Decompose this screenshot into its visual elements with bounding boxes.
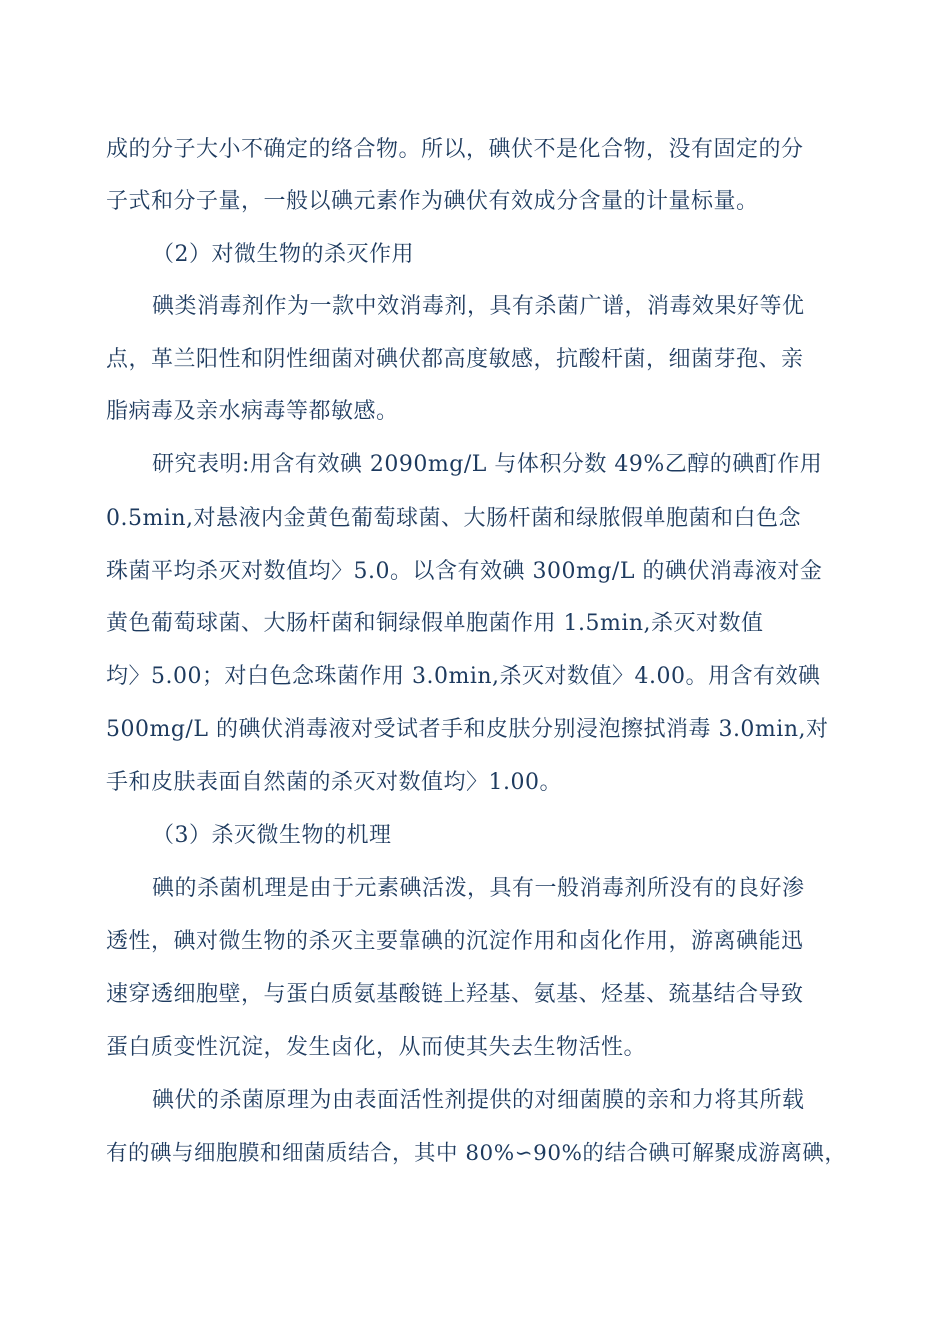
- text-line: 珠菌平均杀灭对数值均〉5.0。以含有效碘 300mg/L 的碘伏消毒液对金: [106, 559, 823, 584]
- text-line: 成的分子大小不确定的络合物。所以，碘伏不是化合物，没有固定的分: [106, 137, 804, 162]
- text-line: 500mg/L 的碘伏消毒液对受试者手和皮肤分别浸泡擦拭消毒 3.0min,对: [106, 717, 829, 742]
- text-line: 透性，碘对微生物的杀灭主要靠碘的沉淀作用和卤化作用，游离碘能迅: [106, 929, 804, 954]
- text-line: 脂病毒及亲水病毒等都敏感。: [106, 399, 399, 424]
- text-line: 0.5min,对悬液内金黄色葡萄球菌、大肠杆菌和绿脓假单胞菌和白色念: [106, 506, 802, 531]
- text-line: 碘伏的杀菌原理为由表面活性剂提供的对细菌膜的亲和力将其所载: [152, 1088, 805, 1113]
- text-line: 蛋白质变性沉淀，发生卤化，从而使其失去生物活性。: [106, 1035, 647, 1060]
- text-line: 速穿透细胞壁，与蛋白质氨基酸链上羟基、氨基、烃基、巯基结合导致: [106, 982, 804, 1007]
- text-line: 研究表明:用含有效碘 2090mg/L 与体积分数 49%乙醇的碘酊作用: [152, 452, 823, 477]
- text-line: 均〉5.00；对白色念珠菌作用 3.0min,杀灭对数值〉4.00。用含有效碘: [106, 664, 821, 689]
- section-heading: （2）对微生物的杀灭作用: [152, 242, 414, 267]
- text-line: 点，革兰阳性和阴性细菌对碘伏都高度敏感，抗酸杆菌，细菌芽孢、亲: [106, 347, 804, 372]
- text-line: 黄色葡萄球菌、大肠杆菌和铜绿假单胞菌作用 1.5min,杀灭对数值: [106, 611, 764, 636]
- text-line: 手和皮肤表面自然菌的杀灭对数值均〉1.00。: [106, 770, 562, 795]
- text-line: 碘的杀菌机理是由于元素碘活泼，具有一般消毒剂所没有的良好渗: [152, 876, 805, 901]
- text-line: 碘类消毒剂作为一款中效消毒剂，具有杀菌广谱，消毒效果好等优: [152, 294, 805, 319]
- text-line: 有的碘与细胞膜和细菌质结合，其中 80%∽90%的结合碘可解聚成游离碘，: [106, 1141, 847, 1166]
- text-line: 子式和分子量，一般以碘元素作为碘伏有效成分含量的计量标量。: [106, 189, 759, 214]
- section-heading: （3）杀灭微生物的机理: [152, 823, 392, 848]
